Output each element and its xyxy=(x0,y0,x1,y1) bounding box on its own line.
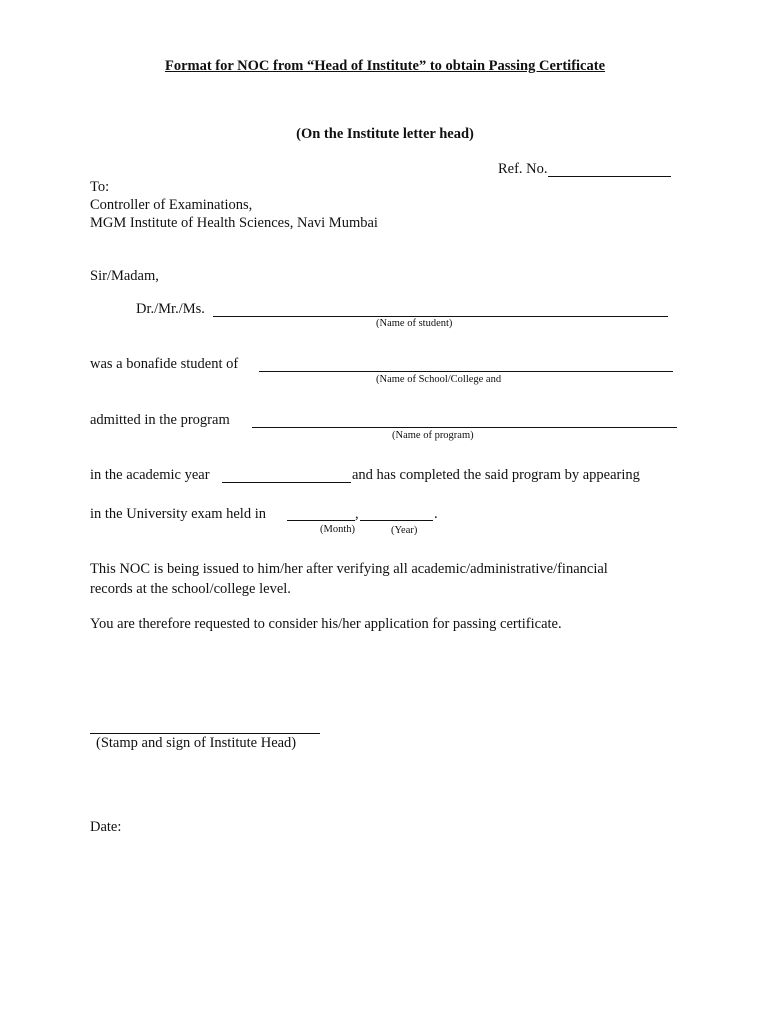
program-name-blank[interactable] xyxy=(252,427,677,428)
ref-no-blank[interactable] xyxy=(548,176,671,177)
address-line-1: Controller of Examinations, xyxy=(90,197,253,213)
program-label: admitted in the program xyxy=(90,412,230,428)
ref-no-label: Ref. No. xyxy=(498,161,548,177)
college-caption: (Name of School/College and xyxy=(376,374,502,385)
date-label: Date: xyxy=(90,819,122,835)
comma: , xyxy=(355,506,359,522)
signature-caption: (Stamp and sign of Institute Head) xyxy=(96,735,297,751)
month-caption: (Month) xyxy=(320,524,355,535)
noc-paragraph-line-1: This NOC is being issued to him/her after verifying all academic/administrative/financial xyxy=(90,561,608,577)
period: . xyxy=(434,506,438,522)
student-name-blank[interactable] xyxy=(213,316,668,317)
bonafide-label: was a bonafide student of xyxy=(90,356,239,372)
completed-label: and has completed the said program by appearing xyxy=(352,467,640,483)
letterhead-note: (On the Institute letter head) xyxy=(296,126,474,142)
academic-year-label: in the academic year xyxy=(90,467,210,483)
document-title: Format for NOC from “Head of Institute” to obtain Passing Certificate xyxy=(164,58,606,74)
exam-year-blank[interactable] xyxy=(360,520,433,521)
year-caption: (Year) xyxy=(391,525,418,536)
to-label: To: xyxy=(90,179,110,195)
program-caption: (Name of program) xyxy=(392,430,474,441)
academic-year-blank[interactable] xyxy=(222,482,351,483)
noc-paragraph-line-2: records at the school/college level. xyxy=(90,581,291,597)
student-name-caption: (Name of student) xyxy=(376,318,453,329)
request-paragraph: You are therefore requested to consider his/her application for passing certificate. xyxy=(90,616,562,632)
salutation: Sir/Madam, xyxy=(90,268,159,284)
college-name-blank[interactable] xyxy=(259,371,673,372)
signature-line[interactable] xyxy=(90,733,320,734)
name-prefix: Dr./Mr./Ms. xyxy=(136,301,205,317)
exam-month-blank[interactable] xyxy=(287,520,355,521)
address-line-2: MGM Institute of Health Sciences, Navi Mumbai xyxy=(90,215,378,231)
exam-label: in the University exam held in xyxy=(90,506,266,522)
